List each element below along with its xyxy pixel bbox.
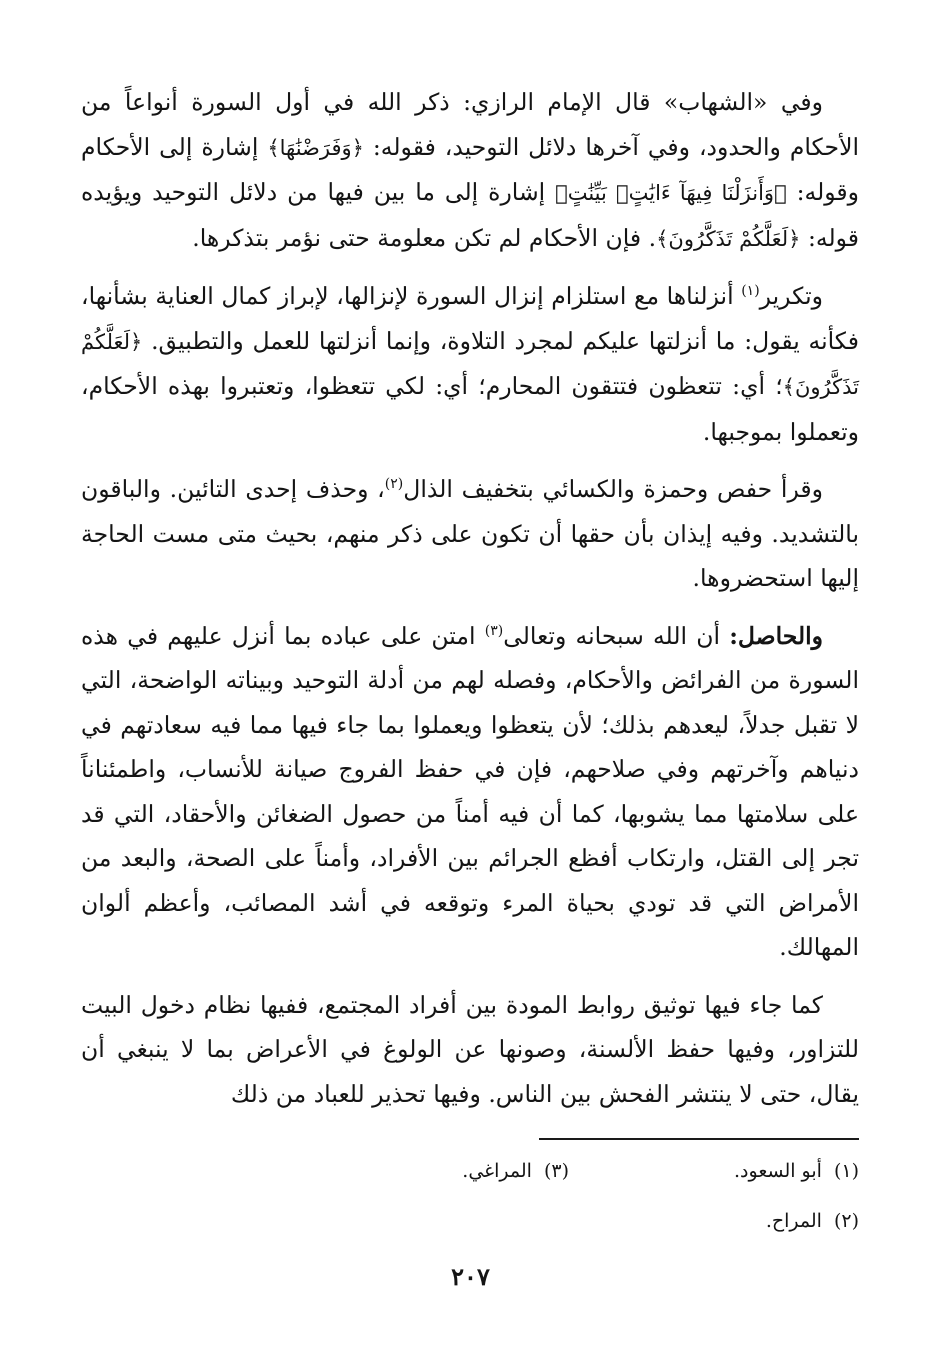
- quran-verse: ﴿وَفَرَضْنَٰهَا﴾: [267, 135, 364, 160]
- footnote-row: [81, 1155, 859, 1187]
- quran-verse: ﴿وَأَنزَلْنَا فِيهَآ ءَايَٰتٍۭ بَيِّنَٰتٍ﴾: [555, 181, 787, 205]
- main-text: [81, 80, 859, 1116]
- paragraph: [81, 614, 859, 970]
- page-number: ٢٠٧: [451, 1262, 490, 1291]
- footnote-row: [81, 1205, 859, 1237]
- paragraph: [81, 467, 859, 601]
- footnote-ref: (٢): [384, 476, 404, 493]
- footnote-text: أبو السعود.: [734, 1160, 822, 1182]
- text-run: ، وحذف إحدى التائين. والباقون بالتشديد. وفيه إيذان بأن حقها أن تكون على ذكر منهم، بحيث متى مست الحاجة إليها استحضروها.: [81, 475, 859, 592]
- text-run: أنزلناها مع استلزام إنزال السورة لإنزالها، لإبراز كمال العناية بشأنها، فكأنه يقول: ما أنزلتها عليكم لمجرد التلاوة، وإنما أنزلتها للعمل والتطبيق.: [81, 282, 859, 355]
- text-run: وفي «الشهاب» قال الإمام الرازي: ذكر الله في أول السورة أنواعاً من الأحكام والحدود، وفي آخرها دلائل التوحيد، فقوله:: [81, 88, 859, 161]
- text-run: كما جاء فيها توثيق روابط المودة بين أفراد المجتمع، ففيها نظام دخول البيت للتزاور، وفيها حفظ الألسنة، وصونها عن الولوغ في الأعراض بما لا ينبغي أن يقال، حتى لا ينتشر الفحش بين الناس. وفيها تحذير للعباد من ذلك: [81, 990, 859, 1108]
- footnote-text: المراغي.: [462, 1160, 532, 1182]
- footnote-3: [279, 1155, 569, 1187]
- footnote-ref: (١): [741, 283, 760, 300]
- footnote-number: (٢): [833, 1210, 859, 1232]
- footnotes: [81, 1155, 859, 1255]
- footnote-separator: [539, 1138, 859, 1140]
- text-run: . فإن الأحكام لم تكن معلومة حتى نؤمر بتذكرها.: [192, 223, 657, 252]
- paragraph: [81, 274, 859, 454]
- footnote-1: [569, 1155, 859, 1187]
- quran-verse: ﴿لَعَلَّكُمْ تَذَكَّرُونَ﴾: [81, 329, 859, 399]
- quran-verse: ﴿لَعَلَّكُمْ تَذَكَّرُونَ﴾: [656, 226, 801, 251]
- text-run: امتن على عباده بما أنزل عليهم في هذه السورة من الفرائض والأحكام، وفصله لهم من أدلة التوحيد وبيناته الواضحة، التي لا تقبل جدلاً، ليعدهم بذلك؛ لأن يتعظوا ويعملوا بما جاء فيها مما فيه سعادتهم في دنياهم وآخرتهم وفي صلاحهم، فإن في حفظ الفروج صيانة للأنساب، واطمئناناً على سلامتها مما يشوبها، كما أن فيه أمناً من حصول الضغائن والأحقاد، التي قد تجر إلى القتل، وارتكاب أفظع الجرائم بين الأفراد، وأمناً على الصحة، والبعد من الأمراض التي قد تودي بحياة المرء وتوقعه في أشد المصائب، وأعظم ألوان المهالك.: [81, 621, 859, 961]
- footnote-text: المراح.: [765, 1210, 822, 1232]
- text-run: إشارة إلى الأحكام وقوله:: [81, 132, 860, 206]
- paragraph: [81, 80, 859, 261]
- text-run: إشارة إلى ما بين فيها من دلائل التوحيد ويؤيده قوله:: [81, 178, 859, 252]
- footnote-ref: (٣): [484, 622, 504, 639]
- text-run: أن الله سبحانه وتعالى: [503, 621, 730, 650]
- footnote-number: (١): [833, 1160, 859, 1182]
- text-run: وقرأ حفص وحمزة والكسائي بتخفيف الذال: [403, 475, 823, 503]
- text-run: ؛ أي: تتعظون فتتقون المحارم؛ أي: لكي تتعظوا، وتعتبروا بهذه الأحكام، وتعملوا بموجبها.: [81, 372, 859, 446]
- paragraph: [81, 983, 859, 1117]
- footnote-2: [569, 1205, 859, 1237]
- footnote-number: (٣): [543, 1160, 569, 1182]
- text-run: وتكرير: [759, 282, 823, 310]
- bold-lead: والحاصل:: [729, 621, 823, 650]
